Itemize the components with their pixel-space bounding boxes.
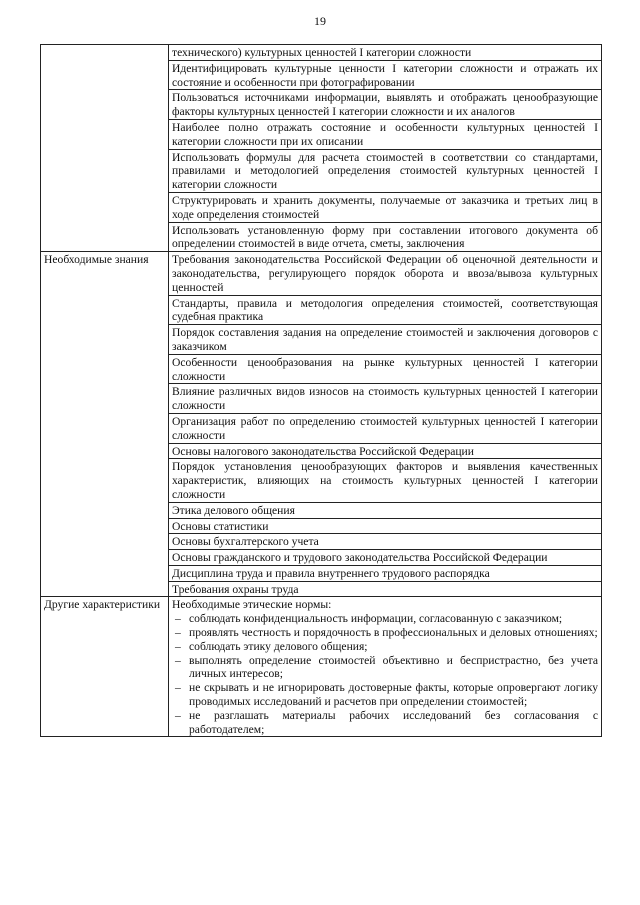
list-item: – проявлять честность и порядочность в профессиональных и деловых отношениях; bbox=[172, 626, 598, 640]
table-cell: Основы бухгалтерского учета bbox=[169, 534, 602, 550]
section-label: Другие характеристики bbox=[41, 597, 169, 737]
table-cell: Пользоваться источниками информации, выявлять и отображать ценообразующие факторы культурных ценностей I категории сложности и их аналогов bbox=[169, 90, 602, 120]
table-cell: Требования законодательства Российской Федерации об оценочной деятельности и законодательства, регулирующего порядок оборота и ввоза/вывоза культурных ценностей bbox=[169, 252, 602, 295]
table-cell: Порядок составления задания на определение стоимостей и заключения договоров с заказчиком bbox=[169, 325, 602, 355]
table-cell bbox=[169, 597, 602, 737]
table-cell: Порядок установления ценообразующих факторов и выявления качественных характеристик, влияющих на стоимость культурных ценностей I категории сложности bbox=[169, 459, 602, 502]
table-cell: Наиболее полно отражать состояние и особенности культурных ценностей I категории сложности при их описании bbox=[169, 119, 602, 149]
table-cell: Структурировать и хранить документы, получаемые от заказчика и третьих лиц в ходе определения стоимостей bbox=[169, 192, 602, 222]
section-label: Необходимые знания bbox=[41, 252, 169, 597]
table-cell: Особенности ценообразования на рынке культурных ценностей I категории сложности bbox=[169, 354, 602, 384]
table-cell: Использовать формулы для расчета стоимостей в соответствии со стандартами, правилами и методологией определения стоимостей культурных ценностей I категории сложности bbox=[169, 149, 602, 192]
list-item: – выполнять определение стоимостей объективно и беспристрастно, без учета личных интересов; bbox=[172, 654, 598, 682]
page-number: 19 bbox=[314, 14, 326, 28]
table-cell: Организация работ по определению стоимостей культурных ценностей I категории сложности bbox=[169, 413, 602, 443]
table-cell: Дисциплина труда и правила внутреннего трудового распорядка bbox=[169, 565, 602, 581]
table-row bbox=[41, 45, 602, 61]
table-row bbox=[41, 597, 602, 737]
table-cell: технического) культурных ценностей I категории сложности bbox=[169, 45, 602, 61]
table-cell: Основы налогового законодательства Российской Федерации bbox=[169, 443, 602, 459]
table-cell: Стандарты, правила и методология определения стоимостей, соответствующая судебная практика bbox=[169, 295, 602, 325]
table-cell: Этика делового общения bbox=[169, 502, 602, 518]
table-cell: Идентифицировать культурные ценности I категории сложности и отражать их состояние и особенности при фотографировании bbox=[169, 60, 602, 90]
list-item: – не скрывать и не игнорировать достоверные факты, которые опровергают логику проводимых исследований и расчетов при определении стоимостей; bbox=[172, 681, 598, 709]
table-cell: Использовать установленную форму при составлении итогового документа об определении стоимостей в виде отчета, сметы, заключения bbox=[169, 222, 602, 252]
list-item: – соблюдать конфиденциальность информации, согласованную с заказчиком; bbox=[172, 612, 598, 626]
competency-table bbox=[40, 44, 602, 737]
table-row bbox=[41, 252, 602, 295]
norms-intro: Необходимые этические нормы: bbox=[172, 598, 332, 612]
list-item: – соблюдать этику делового общения; bbox=[172, 640, 598, 654]
norms-list bbox=[172, 612, 598, 736]
table-cell: Требования охраны труда bbox=[169, 581, 602, 597]
table-cell: Основы гражданского и трудового законодательства Российской Федерации bbox=[169, 550, 602, 566]
table-cell: Основы статистики bbox=[169, 518, 602, 534]
section-label bbox=[41, 45, 169, 252]
table-cell: Влияние различных видов износов на стоимость культурных ценностей I категории сложности bbox=[169, 384, 602, 414]
list-item: – не разглашать материалы рабочих исследований без согласования с работодателем; bbox=[172, 709, 598, 737]
